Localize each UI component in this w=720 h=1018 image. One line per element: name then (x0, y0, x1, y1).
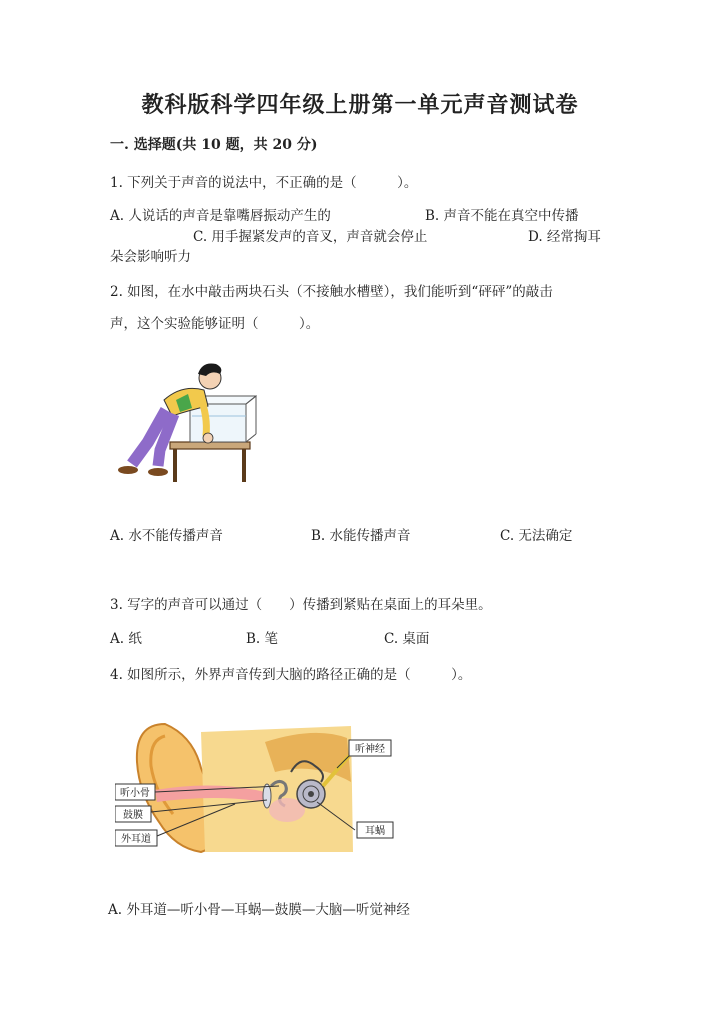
question-2-stem-line1: 2. 如图，在水中敲击两块石头（不接触水槽壁），我们能听到“砰砰”的敲击 (110, 284, 553, 300)
question-1-option-a: A. 人说话的声音是靠嘴唇振动产生的 (110, 208, 331, 224)
question-3-option-a: A. 纸 (110, 631, 142, 647)
label-ear-canal: 外耳道 (121, 834, 151, 845)
question-3-option-b: B. 笔 (246, 631, 279, 647)
question-2-option-c: C. 无法确定 (500, 528, 573, 544)
question-2-stem-line2: 声，这个实验能够证明（ ）。 (110, 316, 320, 332)
label-cochlea: 耳蜗 (365, 826, 385, 837)
question-2-option-a: A. 水不能传播声音 (110, 528, 223, 544)
question-3-option-c: C. 桌面 (384, 631, 430, 647)
question-2-option-b: B. 水能传播声音 (311, 528, 411, 544)
label-eardrum: 鼓膜 (123, 810, 143, 821)
page-title: 教科版科学四年级上册第一单元声音测试卷 (141, 92, 579, 118)
label-auditory-nerve: 听神经 (355, 744, 385, 755)
question-3-stem: 3. 写字的声音可以通过（ ）传播到紧贴在桌面上的耳朵里。 (110, 597, 492, 613)
question-1-option-d-line2: 朵会影响听力 (110, 249, 191, 265)
question-1-option-d-line1: D. 经常掏耳 (528, 229, 601, 245)
ear-anatomy-diagram (115, 722, 415, 857)
question-1-option-b: B. 声音不能在真空中传播 (425, 208, 579, 224)
stone-knocking-illustration (112, 360, 257, 485)
question-4-option-a: A. 外耳道—听小骨—耳蜗—鼓膜—大脑—听觉神经 (108, 902, 410, 918)
question-4-stem: 4. 如图所示，外界声音传到大脑的路径正确的是（ ）。 (110, 667, 472, 683)
label-ossicles: 听小骨 (120, 788, 150, 799)
section-heading: 一. 选择题(共 10 题，共 20 分) (110, 137, 318, 153)
question-1-option-c: C. 用手握紧发声的音叉，声音就会停止 (193, 229, 428, 245)
question-1-stem: 1. 下列关于声音的说法中，不正确的是（ ）。 (110, 175, 418, 191)
